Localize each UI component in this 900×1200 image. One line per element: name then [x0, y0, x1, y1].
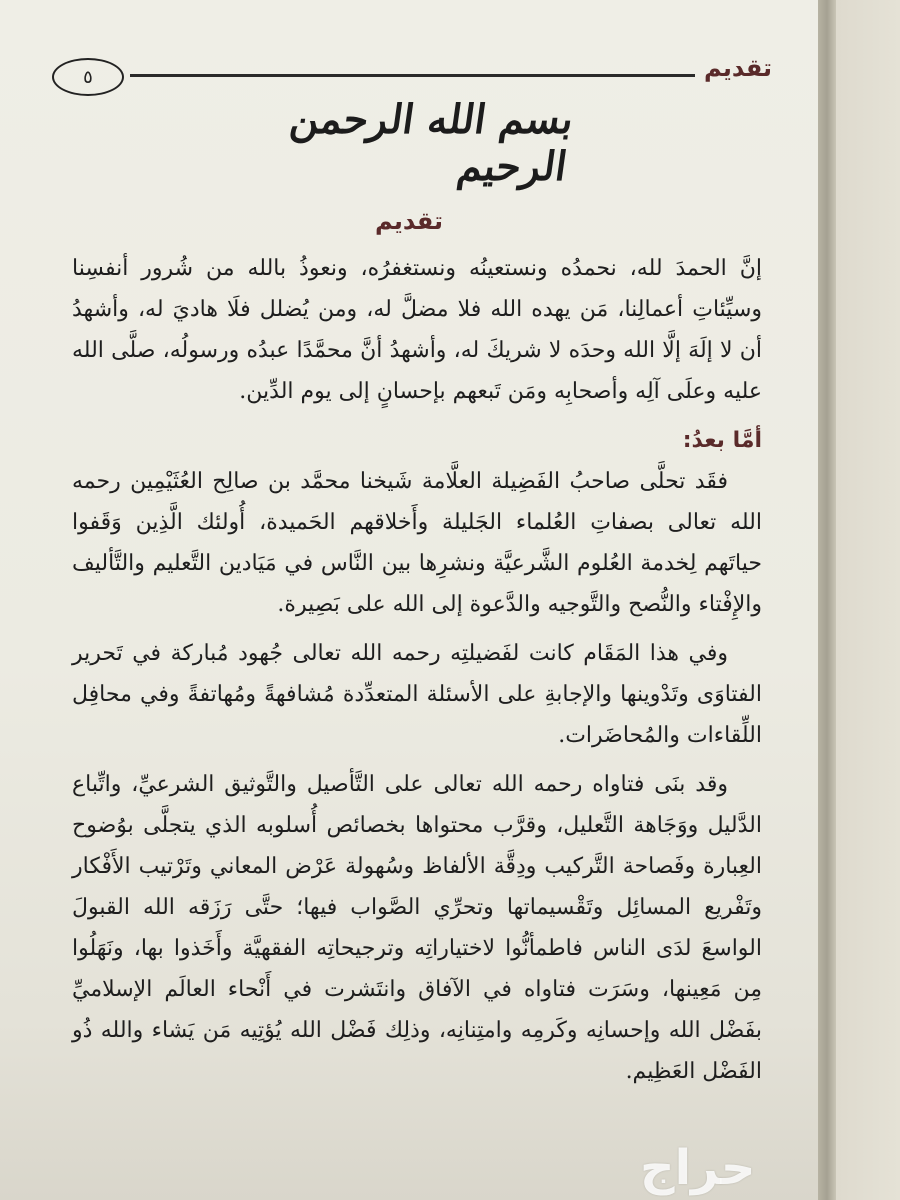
subheading [72, 420, 762, 461]
paragraph: وقد بنَى فتاواه رحمه الله تعالى على التَّأصيل والتَّوثيق الشرعيِّ، واتِّباع الدَّليل ووَجَاهة التَّعليل، وقرَّب محتواها بخصائص أُسلوبه الذي يتجلَّى بوُضوح العِبارة وفَصاحة التَّركيب ودِقَّة الألفاظ وسُهولة عَرْض المعاني وتَرْتيب الأَفْكار وتَفْريع المسائِل وتَقْسيماتها وتحرِّي الصَّواب فيها؛ حتَّى رَزَقه الله القبولَ الواسعَ لدَى الناس فاطمأنُّوا لاختياراتِه وترجيحاتِه الفقهيَّة وأَخَذوا بها، ونَهَلُوا مِن مَعِينها، وسَرَت فتاواه في الآفاق وانتَشرت في أَنْحاء العالَم الإسلاميِّ بفَضْل الله وإحسانِه وكَرمِه وامتِنانِه، وذلِك فَضْل الله يُؤتِيه مَن يَشاء والله ذُو الفَضْل العَظِيم. [72, 772, 763, 1084]
book-gutter [818, 0, 836, 1200]
header-rule [130, 74, 695, 77]
body-text [72, 248, 762, 1092]
section-title: تقديم [375, 207, 443, 235]
paragraph: وفي هذا المَقَام كانت لفَضيلتِه رحمه الله تعالى جُهود مُباركة في تَحرير الفتاوَى وتَدْوينها والإجابةِ على الأسئلة المتعدِّدة مُشافهةً ومُهاتفةً وفي محافِل اللِّقاءات والمُحاضَرات. [72, 641, 762, 748]
basmala-calligraphy: بسم الله الرحمن الرحيم [287, 95, 577, 190]
watermark-logo: حراج [640, 1140, 756, 1196]
paragraph: فقَد تحلَّى صاحبُ الفَضِيلة العلَّامة شَيخنا محمَّد بن صالِح العُثَيْمِين رحمه الله تعالى بصفاتِ العُلماء الجَليلة وأَخلاقهم الحَميدة، أُولئك الَّذِين وَقَفوا حياتَهم لِخدمة العُلوم الشَّرعيَّة ونشرِها بين النَّاس في مَيَادين التَّعليم والتَّأليف والإِفْتاء والنُّصح والتَّوجيه والدَّعوة إلى الله على بَصِيرة. [72, 469, 762, 617]
running-title: تقديم [704, 54, 772, 82]
opening-paragraph: إنَّ الحمدَ لله، نحمدُه ونستعينُه ونستغفرُه، ونعوذُ بالله من شُرور أنفسِنا وسيِّئاتِ أعمالِنا، مَن يهده الله فلا مضلَّ له، ومن يُضلل فلَا هاديَ له، وأشهدُ أن لا إلَهَ إلَّا الله وحدَه لا شريكَ له، وأشهدُ أنَّ محمَّدًا عبدُه ورسولُه، صلَّى الله عليه وعلَى آلِه وأصحابِه ومَن تَبعهم بإحسانٍ إلى يوم الدِّين. [72, 256, 762, 404]
facing-page-edge [836, 0, 900, 1200]
page-header [52, 50, 772, 90]
subheading-text: أمَّا بعدُ: [682, 428, 762, 453]
page-number-oval [52, 58, 124, 96]
page-number: ٥ [83, 66, 93, 88]
